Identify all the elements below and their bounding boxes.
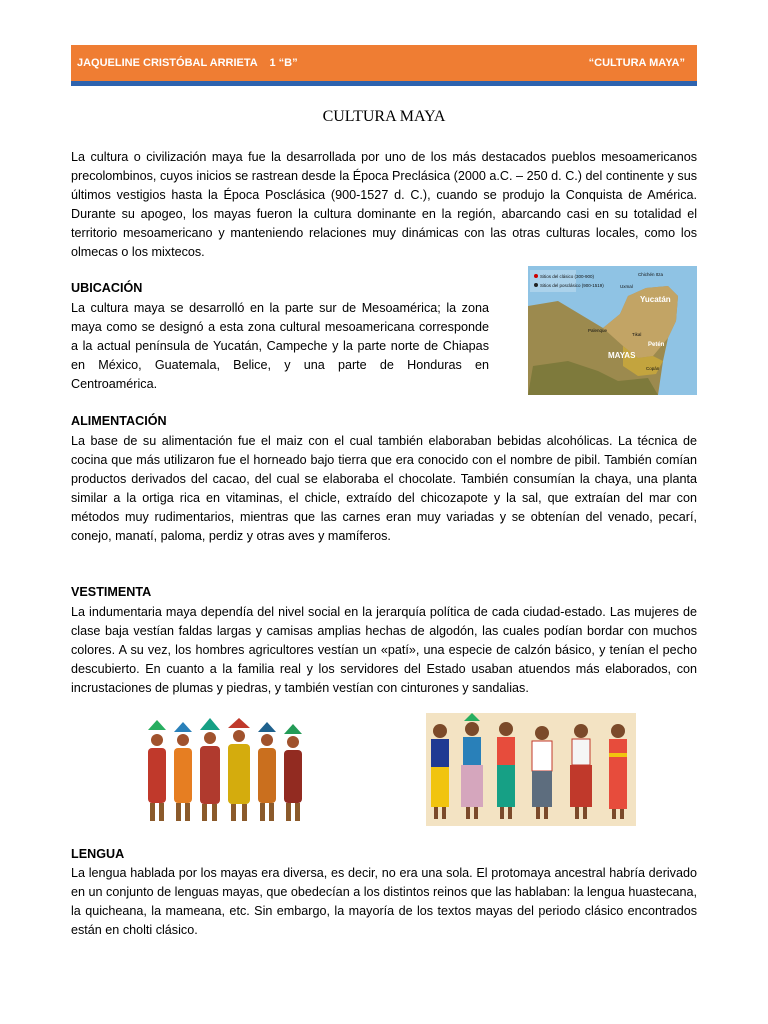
map-label-tikal: Tikal	[632, 332, 642, 337]
vestimenta-paragraph: La indumentaria maya dependía del nivel social en la jerarquía política de cada ciudad-estado. Las mujeres de clase baja vestían faldas largas y camisas amplias hechas de algodón, las cuales podían bordar con muchos colores. A su vez, los hombres agricultores vestían un «patí», una especie de calzón básico, y tenían el pecho descubierto. En cuanto a la familia real y los servidores del Estado usaban atuendos más elaborados, con incrustaciones de plumas y piedras, y también vestían con cinturones y sandalias.	[71, 605, 697, 696]
map-label-chichen: Chichén Itza	[638, 272, 664, 277]
map-label-copan: Copán	[646, 366, 660, 371]
maya-map-image	[528, 266, 697, 395]
page-header	[71, 45, 697, 81]
intro-paragraph: La cultura o civilización maya fue la desarrollada por uno de los más destacados pueblos mesoamericanos precolombinos, cuyos inicios se rastrean desde la Época Preclásica (2000 a.C. – 250 d. C.) del continente y sus últimos vestigios hasta la Época Posclásica (900-1527 d. C.), cuando se produjo la Conquista de América. Durante su apogeo, los mayas fueron la cultura dominante en la región, abarcando casi en su totalidad el territorio mesoamericano y manteniendo relaciones muy dinámicas con las otras culturas locales, como los olmecas o los mixtecos.	[71, 150, 697, 260]
map-label-palenque: Palenque	[588, 328, 608, 333]
lengua-heading: LENGUA	[71, 847, 125, 861]
lengua-paragraph: La lengua hablada por los mayas era diversa, es decir, no era una sola. El protomaya ancestral habría derivado en un conjunto de lenguas mayas, que obedecían a los distintos reinos que las hablaban: la lengua huastecana, la quicheana, la mameana, etc. Sin embargo, la mayoría de los textos mayas del periodo clásico encontrados están en cholti clásico.	[71, 866, 697, 938]
header-rule	[71, 81, 697, 86]
map-legend-postclassic: Sitios del posclásico (900-1519)	[540, 283, 604, 288]
alimentacion-heading: ALIMENTACIÓN	[71, 414, 167, 428]
page-title: CULTURA MAYA	[322, 108, 446, 125]
maya-women-clothing-illustration	[426, 713, 636, 826]
maya-nobility-illustration	[140, 718, 310, 826]
alimentacion-paragraph: La base de su alimentación fue el maiz con el cual también elaboraban bebidas alcohólicas. La técnica de cocina que más utilizaron fue el horneado bajo tierra que era conocido con el nombre de pibil. También comían productos derivados del cacao, del cual se elaboraba el chocolate. También consumían la chaya, una planta similar a la ortiga rica en vitaminas, el chicle, extraído del chicozapote y la sal, que extraían del mar con métodos muy rudimentarios, mientras que las carnes eran muy variadas y se obtenían del venado, pecarí, conejo, manatí, paloma, perdiz y otras aves y mamíferos.	[71, 434, 697, 544]
header-topic: “CULTURA MAYA”	[588, 57, 685, 69]
map-label-mayas: MAYAS	[608, 351, 636, 360]
map-label-yucatan: Yucatán	[640, 295, 671, 304]
map-label-uxmal: Uxmal	[620, 284, 633, 289]
map-legend-classic: Sitios del clásico (300-900)	[540, 274, 595, 279]
vestimenta-heading: VESTIMENTA	[71, 585, 152, 599]
ubicacion-paragraph: La cultura maya se desarrolló en la parte sur de Mesoamérica; la zona maya como se designó a esta zona cultural mesoamericana corresponde a la actual península de Yucatán, Campeche y la parte norte de Chiapas en México, Guatemala, Belice, y una parte de Honduras en Centroamérica.	[71, 301, 489, 392]
header-author: JAQUELINE CRISTÓBAL ARRIETA 1 “B”	[77, 57, 298, 69]
ubicacion-heading: UBICACIÓN	[71, 281, 143, 295]
map-label-peten: Petén	[648, 342, 665, 348]
